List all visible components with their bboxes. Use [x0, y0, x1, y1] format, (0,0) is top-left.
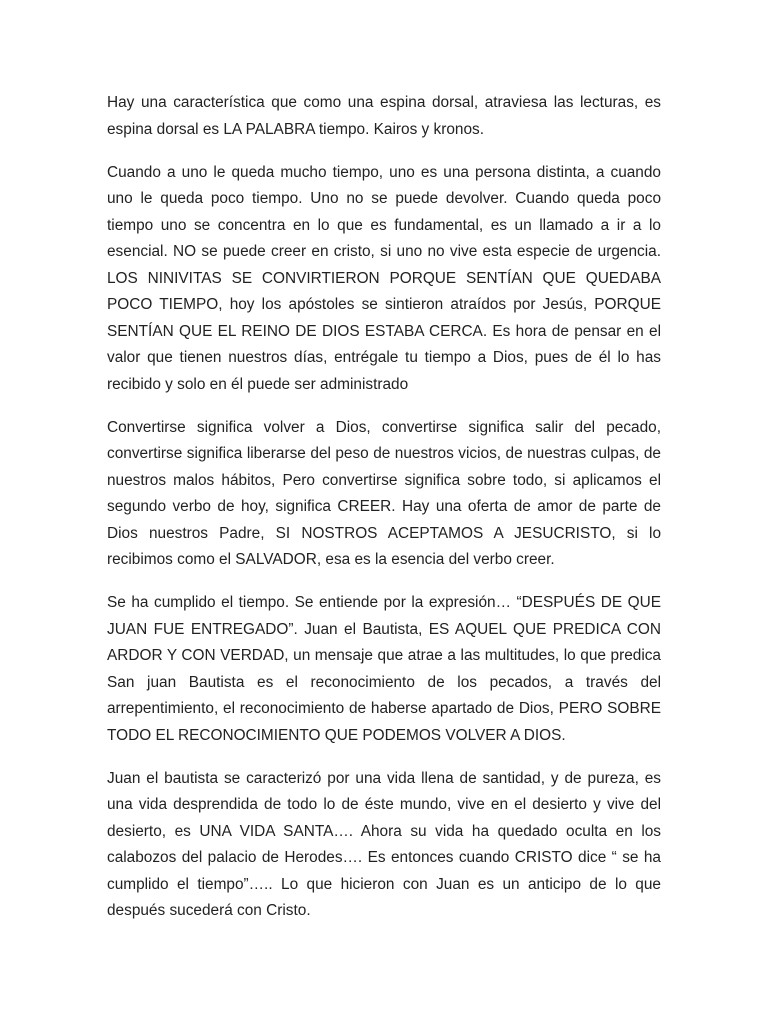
paragraph-1: Hay una característica que como una espina dorsal, atraviesa las lecturas, es espina dorsal es LA PALABRA tiempo. Kairos y kronos.	[107, 94, 661, 138]
paragraph-3: Convertirse significa volver a Dios, convertirse significa salir del pecado, convertirse significa liberarse del peso de nuestros vicios, de nuestras culpas, de nuestros malos hábitos, Pero convertirse significa sobre todo, si aplicamos el segundo verbo de hoy, significa CREER. Hay una oferta de amor de parte de Dios nuestros Padre, SI NOSTROS ACEPTAMOS A JESUCRISTO, si lo recibimos como el SALVADOR, esa es la esencia del verbo creer.	[107, 418, 661, 568]
paragraph-5: Juan el bautista se caracterizó por una vida llena de santidad, y de pureza, es una vida desprendida de todo lo de éste mundo, vive en el desierto y vive del desierto, es UNA VIDA SANTA…. Ahora su vida ha quedado oculta en los calabozos del palacio de Herodes…. Es entonces cuando CRISTO dice “ se ha cumplido el tiempo”….. Lo que hicieron con Juan es un anticipo de lo que después sucederá con Cristo.	[107, 769, 661, 919]
document-body	[107, 90, 661, 941]
paragraph-4: Se ha cumplido el tiempo. Se entiende por la expresión… “DESPUÉS DE QUE JUAN FUE ENTREGADO”. Juan el Bautista, ES AQUEL QUE PREDICA CON ARDOR Y CON VERDAD, un mensaje que atrae a las multitudes, lo que predica San juan Bautista es el reconocimiento de los pecados, a través del arrepentimiento, el reconocimiento de haberse apartado de Dios, PERO SOBRE TODO EL RECONOCIMIENTO QUE PODEMOS VOLVER A DIOS.	[107, 594, 661, 744]
paragraph-2: Cuando a uno le queda mucho tiempo, uno es una persona distinta, a cuando uno le queda poco tiempo. Uno no se puede devolver. Cuando queda poco tiempo uno se concentra en lo que es fundamental, es un llamado a ir a lo esencial. NO se puede creer en cristo, si uno no vive esta especie de urgencia. LOS NINIVITAS SE CONVIRTIERON PORQUE SENTÍAN QUE QUEDABA POCO TIEMPO, hoy los apóstoles se sintieron atraídos por Jesús, PORQUE SENTÍAN QUE EL REINO DE DIOS ESTABA CERCA. Es hora de pensar en el valor que tienen nuestros días, entrégale tu tiempo a Dios, pues de él lo has recibido y solo en él puede ser administrado	[107, 163, 661, 393]
